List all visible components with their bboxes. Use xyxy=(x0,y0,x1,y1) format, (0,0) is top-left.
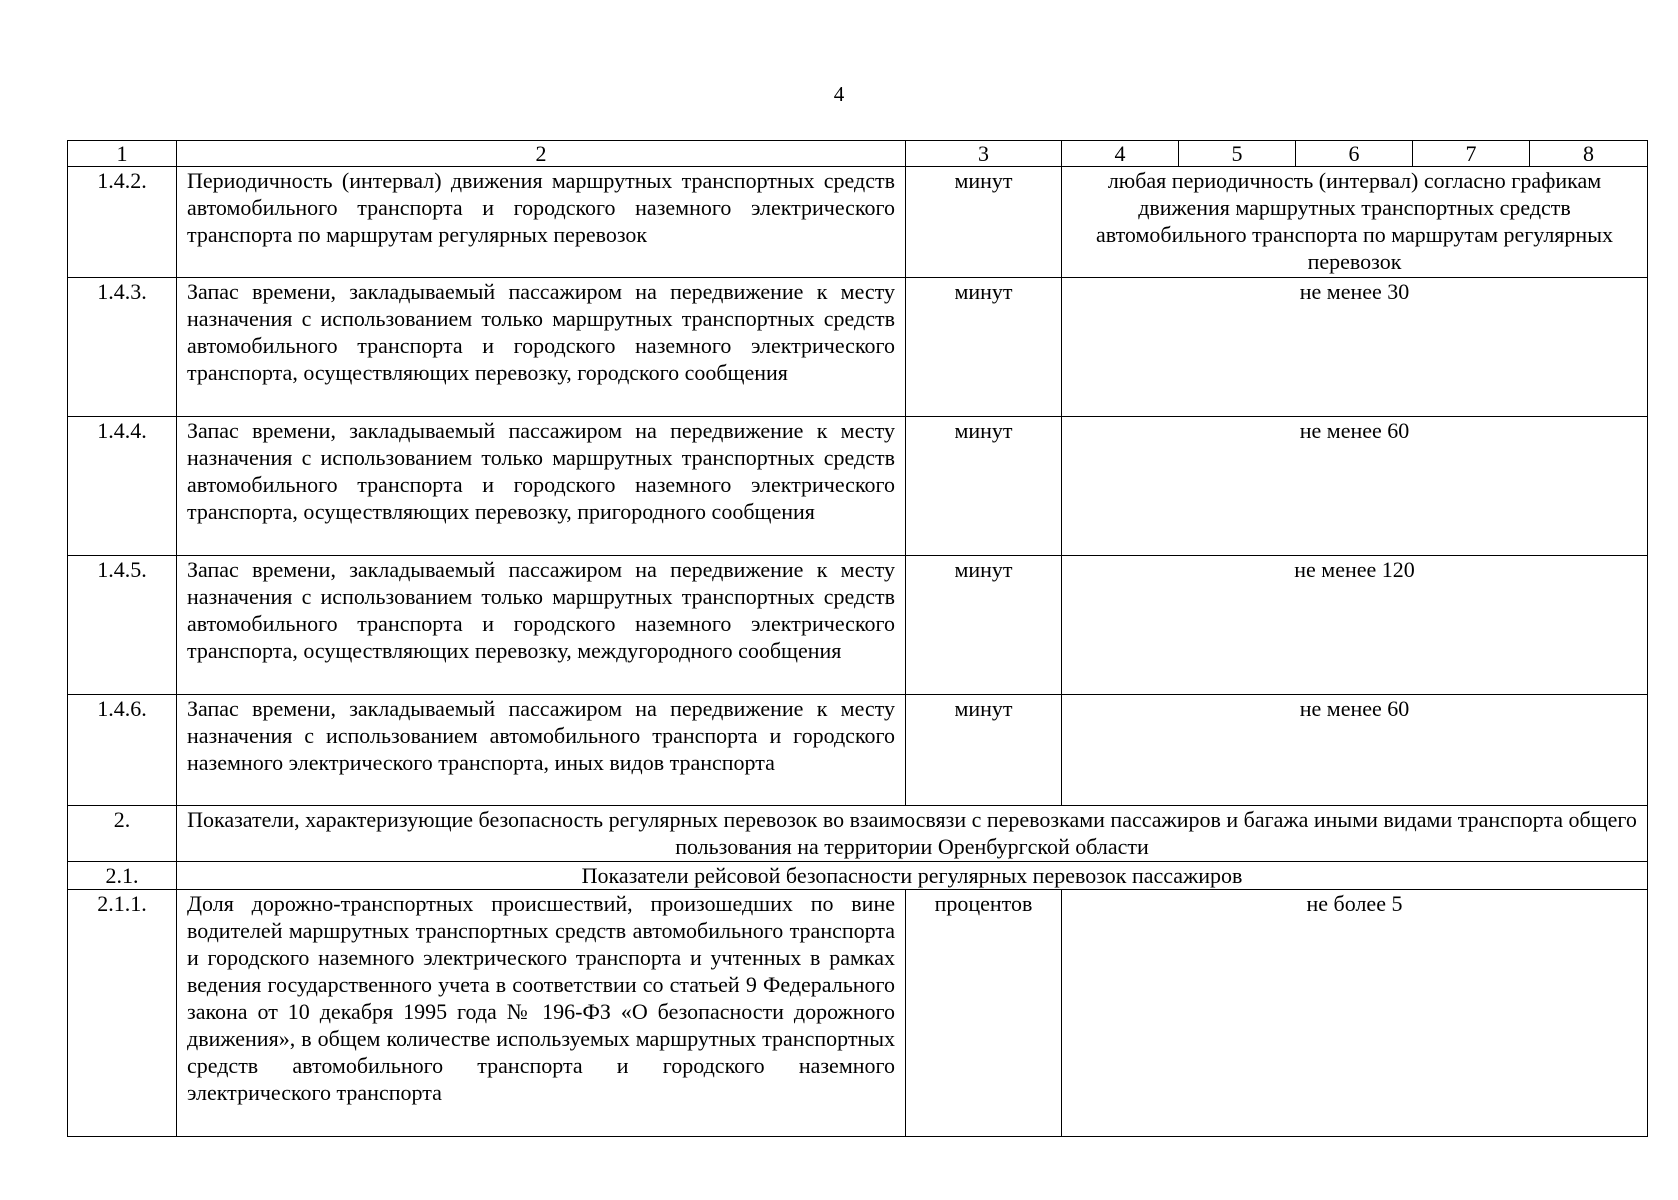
header-cell-7: 7 xyxy=(1413,141,1530,167)
row-number: 1.4.6. xyxy=(68,695,177,806)
indicator-description: Доля дорожно-транспортных происшествий, произошедших по вине водителей маршрутных транспортных средств автомобильного транспорта и городского наземного электрического транспорта и учтенных в рамках ведения государственного учета в соответствии со статьей 9 Федерального закона от 10 декабря 1995 года № 196-ФЗ «О безопасности дорожного движения», в общем количестве используемых маршрутных транспортных средств автомобильного транспорта и городского наземного электрического транспорта xyxy=(177,890,906,1137)
unit-cell: процентов xyxy=(906,890,1062,1137)
table-row xyxy=(68,890,1648,1137)
unit-cell: минут xyxy=(906,695,1062,806)
header-cell-2: 2 xyxy=(177,141,906,167)
indicator-description: Запас времени, закладываемый пассажиром на передвижение к месту назначения с использованием автомобильного транспорта и городского наземного электрического транспорта, иных видов транспорта xyxy=(177,695,906,806)
header-cell-8: 8 xyxy=(1530,141,1648,167)
value-cell: не более 5 xyxy=(1062,890,1648,1137)
indicator-description: Периодичность (интервал) движения маршрутных транспортных средств автомобильного транспорта и городского наземного электрического транспорта по маршрутам регулярных перевозок xyxy=(177,167,906,278)
indicator-description: Запас времени, закладываемый пассажиром на передвижение к месту назначения с использованием только маршрутных транспортных средств автомобильного транспорта и городского наземного электрического транспорта, осуществляющих перевозку, городского сообщения xyxy=(177,278,906,417)
table-row xyxy=(68,695,1648,806)
unit-cell: минут xyxy=(906,417,1062,556)
header-cell-6: 6 xyxy=(1296,141,1413,167)
table-row xyxy=(68,167,1648,278)
value-cell: не менее 60 xyxy=(1062,695,1648,806)
subsection-row xyxy=(68,862,1648,890)
table-row xyxy=(68,556,1648,695)
header-cell-4: 4 xyxy=(1062,141,1179,167)
header-cell-5: 5 xyxy=(1179,141,1296,167)
value-cell: не менее 120 xyxy=(1062,556,1648,695)
row-number: 2.1.1. xyxy=(68,890,177,1137)
row-number: 1.4.2. xyxy=(68,167,177,278)
value-cell: не менее 60 xyxy=(1062,417,1648,556)
table-header-row xyxy=(68,141,1648,167)
section-number: 2. xyxy=(68,806,177,862)
page-number: 4 xyxy=(833,82,845,106)
indicator-description: Запас времени, закладываемый пассажиром на передвижение к месту назначения с использованием только маршрутных транспортных средств автомобильного транспорта и городского наземного электрического транспорта, осуществляющих перевозку, междугородного сообщения xyxy=(177,556,906,695)
section-title: Показатели, характеризующие безопасность регулярных перевозок во взаимосвязи с перевозками пассажиров и багажа иными видами транспорта общего пользования на территории Оренбургской области xyxy=(177,806,1648,862)
section-row xyxy=(68,806,1648,862)
row-number: 1.4.3. xyxy=(68,278,177,417)
subsection-number: 2.1. xyxy=(68,862,177,890)
header-cell-1: 1 xyxy=(68,141,177,167)
indicators-table xyxy=(67,140,1648,1137)
subsection-title: Показатели рейсовой безопасности регулярных перевозок пассажиров xyxy=(177,862,1648,890)
unit-cell: минут xyxy=(906,556,1062,695)
unit-cell: минут xyxy=(906,167,1062,278)
unit-cell: минут xyxy=(906,278,1062,417)
table-row xyxy=(68,278,1648,417)
value-cell: не менее 30 xyxy=(1062,278,1648,417)
header-cell-3: 3 xyxy=(906,141,1062,167)
row-number: 1.4.4. xyxy=(68,417,177,556)
row-number: 1.4.5. xyxy=(68,556,177,695)
value-cell: любая периодичность (интервал) согласно графикам движения маршрутных транспортных средств автомобильного транспорта по маршрутам регулярных перевозок xyxy=(1062,167,1648,278)
table-row xyxy=(68,417,1648,556)
indicator-description: Запас времени, закладываемый пассажиром на передвижение к месту назначения с использованием только маршрутных транспортных средств автомобильного транспорта и городского наземного электрического транспорта, осуществляющих перевозку, пригородного сообщения xyxy=(177,417,906,556)
